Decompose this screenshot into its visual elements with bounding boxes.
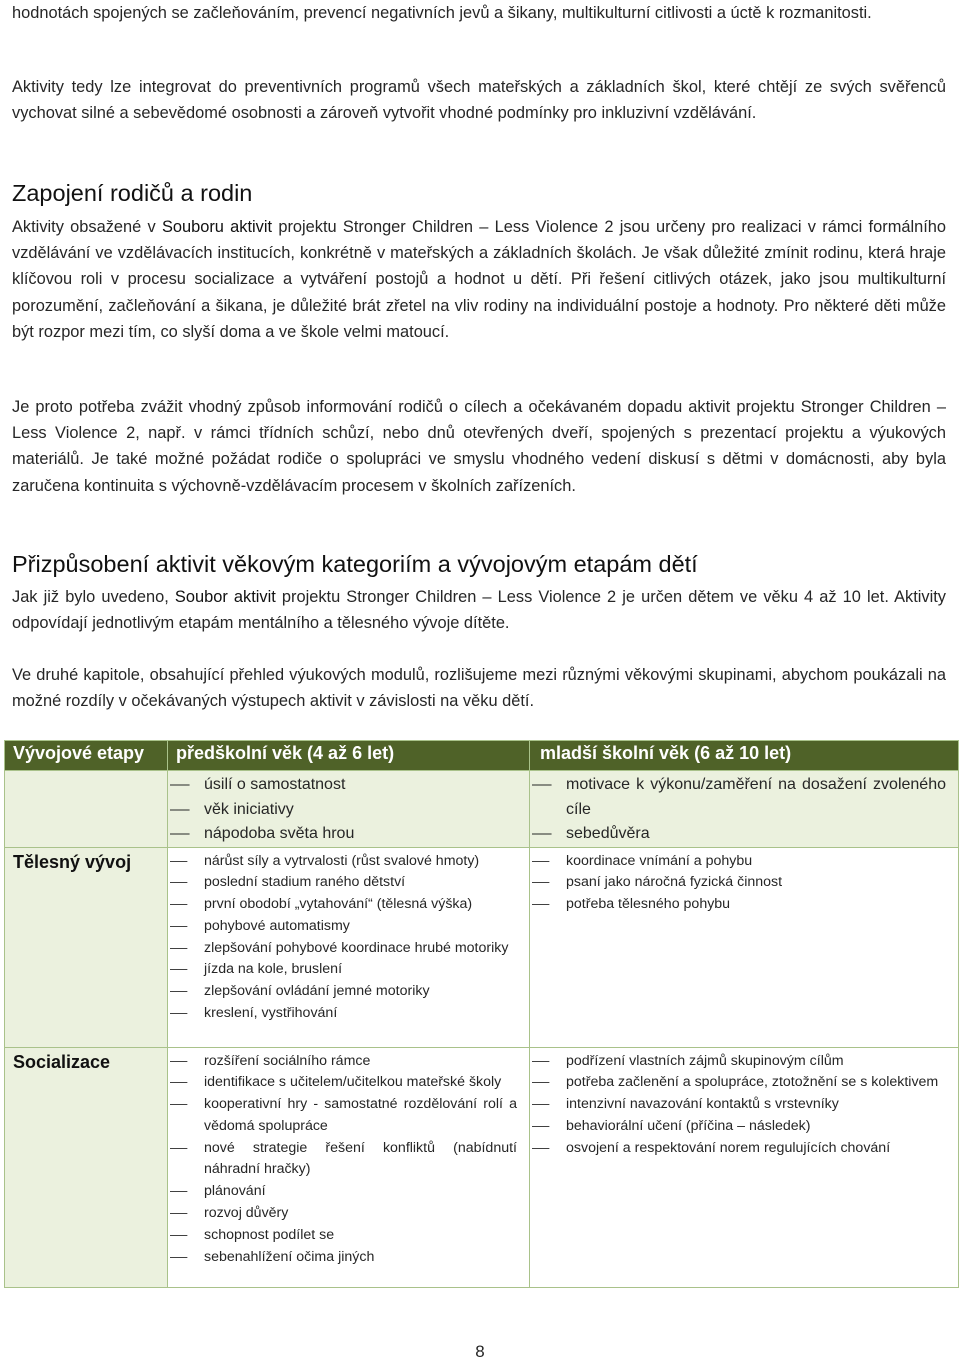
list-item: – nápodoba světa hrou bbox=[168, 822, 529, 847]
cell-general-school bbox=[530, 771, 959, 848]
list-item: – identifikace s učitelem/učitelkou mateřské školy bbox=[168, 1072, 529, 1094]
list-item: – zlepšování ovládání jemné motoriky bbox=[168, 981, 529, 1003]
list-item: – potřeba začlenění a spolupráce, ztotožnění se s kolektivem bbox=[530, 1072, 958, 1094]
list-item: – behaviorální učení (příčina – následek) bbox=[530, 1116, 958, 1138]
cell-socialization-school bbox=[530, 1047, 959, 1287]
list-item: – jízda na kole, bruslení bbox=[168, 959, 529, 981]
list-item: – sebenahlížení očima jiných bbox=[168, 1247, 529, 1269]
list-item: – věk iniciativy bbox=[168, 798, 529, 823]
list-item: – schopnost podílet se bbox=[168, 1225, 529, 1247]
section-heading-parents: Zapojení rodičů a rodin bbox=[12, 180, 253, 206]
list-item: – kreslení, vystřihování bbox=[168, 1003, 529, 1025]
page-number: 8 bbox=[475, 1342, 485, 1361]
list-item: – rozvoj důvěry bbox=[168, 1203, 529, 1225]
list-item: – úsilí o samostatnost bbox=[168, 773, 529, 798]
age-paragraph-1 bbox=[12, 584, 946, 636]
cell-socialization-preschool bbox=[168, 1047, 530, 1287]
header-stages: Vývojové etapy bbox=[5, 741, 168, 771]
list-item: – motivace k výkonu/zaměření na dosažení zvoleného cíle bbox=[530, 773, 958, 822]
development-stages-table bbox=[4, 740, 959, 1288]
parents-paragraph-1 bbox=[12, 214, 946, 345]
list-item: – nové strategie řešení konfliktů (nabídnutí náhradní hračky) bbox=[168, 1138, 529, 1182]
list-item: – rozšíření sociálního rámce bbox=[168, 1051, 529, 1073]
table-row-socialization bbox=[5, 1047, 959, 1287]
cell-general-preschool bbox=[168, 771, 530, 848]
age-p1-start: Jak již bylo uvedeno, bbox=[12, 588, 175, 606]
list-item: – poslední stadium raného dětství bbox=[168, 872, 529, 894]
list-item: – první obodobí „vytahování“ (tělesná výška) bbox=[168, 894, 529, 916]
age-p1-rest: projektu Stronger Children – Less Violence 2 je určen dětem ve věku 4 až 10 let. Aktivity odpovídají jednotlivým etapám mentálního a tělesného vývoje dítěte. bbox=[12, 588, 946, 633]
list-item: – podřízení vlastních zájmů skupinovým cílům bbox=[530, 1051, 958, 1073]
age-paragraph-2: Ve druhé kapitole, obsahující přehled výukových modulů, rozlišujeme mezi různými věkovými skupinami, abychom poukázali na možné rozdíly v očekávaných výstupech aktivit v závislosti na věku dětí. bbox=[12, 666, 946, 711]
cell-physical-school bbox=[530, 847, 959, 1047]
intro-paragraph-continued: hodnotách spojených se začleňováním, prevencí negativních jevů a šikany, multikulturní citlivosti a úctě k rozmanitosti. bbox=[12, 4, 872, 22]
row-label-physical: Tělesný vývoj bbox=[5, 847, 168, 1047]
list-item: – plánování bbox=[168, 1181, 529, 1203]
row-label-general bbox=[5, 771, 168, 848]
list-item: – zlepšování pohybové koordinace hrubé motoriky bbox=[168, 938, 529, 960]
cell-physical-preschool bbox=[168, 847, 530, 1047]
intro-paragraph: Aktivity tedy lze integrovat do preventivních programů všech mateřských a základních škol, které chtějí ze svých svěřenců vychovat silné a sebevědomé osobnosti a zároveň vytvořit vhodné podmínky pro inkluzivní vzdělávání. bbox=[12, 78, 946, 123]
activity-set-name: Soubor aktivit bbox=[174, 588, 276, 606]
list-item: – potřeba tělesného pohybu bbox=[530, 894, 958, 916]
list-item: – sebedůvěra bbox=[530, 822, 958, 847]
activity-set-name: Souboru aktivit bbox=[161, 218, 273, 236]
list-item: – koordinace vnímání a pohybu bbox=[530, 851, 958, 873]
parents-p1-start: Aktivity obsažené v bbox=[12, 218, 162, 236]
section-heading-age: Přizpůsobení aktivit věkovým kategoriím a vývojovým etapám dětí bbox=[12, 551, 698, 577]
list-item: – psaní jako náročná fyzická činnost bbox=[530, 872, 958, 894]
list-item: – pohybové automatismy bbox=[168, 916, 529, 938]
parents-paragraph-2: Je proto potřeba zvážit vhodný způsob informování rodičů o cílech a očekávaném dopadu aktivit projektu Stronger Children – Less Violence 2, např. v rámci třídních schůzí, nebo dnů otevřených dveří, spojených s prezentací projektu a výukových materiálů. Je také možné požádat rodiče o spolupráci ve smyslu vhodného vedení diskusí s dětmi v domácnosti, aby byla zaručena kontinuita s výchovně-vzdělávacím procesem v školních zařízeních. bbox=[12, 398, 946, 495]
row-label-socialization: Socializace bbox=[5, 1047, 168, 1287]
table-row-physical bbox=[5, 847, 959, 1047]
parents-p1-rest: projektu Stronger Children – Less Violence 2 jsou určeny pro realizaci v rámci formálního vzdělávání ve vzdělávacích institucích, konkrétně v mateřských a základních školách. Je však důležité zmínit rodinu, která hraje klíčovou roli v procesu socializace a vytváření postojů a hodnot u dětí. Při řešení citlivých otázek, jako jsou multikulturní porozumění, začleňování a šikana, je důležité brát zřetel na vliv rodiny na individuální postoje a hodnoty. Pro některé děti může být rozpor mezi tím, co slyší doma a ve škole velmi matoucí. bbox=[12, 218, 946, 341]
table-header-row bbox=[5, 741, 959, 771]
list-item: – osvojení a respektování norem regulujících chování bbox=[530, 1138, 958, 1160]
table-row-general bbox=[5, 771, 959, 848]
list-item: – intenzivní navazování kontaktů s vrstevníky bbox=[530, 1094, 958, 1116]
list-item: – nárůst síly a vytrvalosti (růst svalové hmoty) bbox=[168, 851, 529, 873]
header-school-age: mladší školní věk (6 až 10 let) bbox=[530, 741, 959, 771]
header-preschool: předškolní věk (4 až 6 let) bbox=[168, 741, 530, 771]
list-item: – kooperativní hry - samostatné rozdělování rolí a vědomá spolupráce bbox=[168, 1094, 529, 1138]
